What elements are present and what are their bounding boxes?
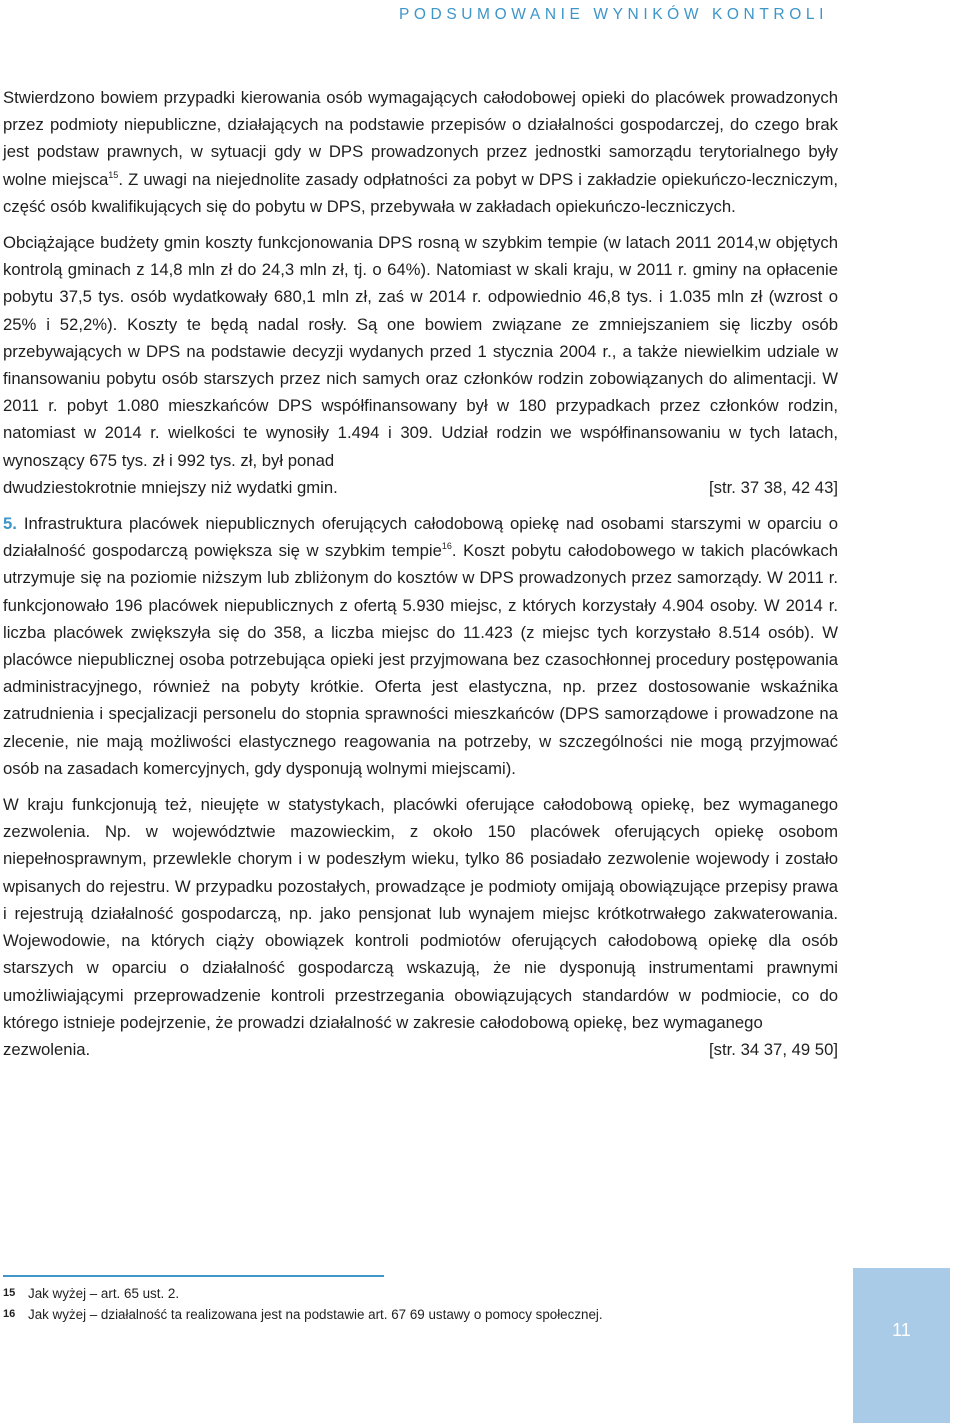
section-number: 5. — [3, 514, 17, 534]
paragraph-4-last-line: zezwolenia. [str. 34 37, 49 50] — [3, 1036, 838, 1063]
paragraph-4: W kraju funkcjonują też, nieujęte w statystykach, placówki oferujące całodobową opiekę, bez wymaganego zezwolenia. Np. w województwie mazowieckim, z około 150 placówek oferujących opiekę osobom niepełnosprawnym, przewlekle chorym i w podeszłym wieku, tylko 86 posiadało zezwolenie wojewody i zostało wpisanych do rejestru. W przypadku pozostałych, prowadzące je podmioty omijają obowiązujące przepisy prawa i rejestrują działalność gospodarczą, np. jako pensjonat lub wynajem miejsc krótkotrwałego zakwaterowania. Wojewodowie, na których ciąży obowiązek kontroli podmiotów oferujących całodobową opiekę dla osób starszych w oparciu o działalność gospodarczą wskazują, że nie dysponują instrumentami prawnymi umożliwiającymi przeprowadzenie kontroli przestrzegania obowiązujących standardów w podmiocie, co do którego istnieje podejrzenie, że prowadzi działalność w zakresie całodobową opiekę, bez wymaganego zezwolenia. [str. 34 37, 49 50] — [3, 791, 838, 1063]
running-header: PODSUMOWANIE WYNIKÓW KONTROLI — [398, 6, 828, 23]
paragraph-3: 5. Infrastruktura placówek niepublicznych oferujących całodobową opiekę nad osobami starszymi w oparciu o działalność gospodarczą powiększa się w szybkim tempie$^{16}$. Koszt pobytu całodobowego w takich placówkach utrzymuje się na poziomie niższym lub zbliżonym do kosztów w DPS prowadzonych przez samorządy. W 2011 r. funkcjonowało 196 placówek niepublicznych z ofertą 5.930 miejsc, z których korzystały 4.904 osoby. W 2014 r. liczba placówek zwiększyła się do 358, a liczba miejsc do 11.423 (z miejsc tych korzystało 8.514 osób). W placówce niepublicznej osoba potrzebująca opieki jest przyjmowana bez czasochłonnej procedury postępowania administracyjnego, również na pobyty krótkie. Oferta jest elastyczna, np. przez dostosowanie wskaźnika zatrudnienia i specjalizacji personelu do stopnia sprawności mieszkańców (DPS samorządowe i prowadzone na zlecenie, nie mają możliwości elastycznego reagowania na potrzeby, w szczególności nie mogą przyjmować osób na zasadach komercyjnych, gdy dysponują wolnymi miejscami). — [3, 514, 839, 778]
body-text — [3, 84, 838, 1063]
footnote-ref-16[interactable]: 16 — [441, 541, 452, 552]
footnote-16: 16 Jak wyżej – działalność ta realizowana jest na podstawie art. 67 69 ustawy o pomocy społecznej. — [3, 1307, 603, 1322]
footnote-ref-15[interactable]: 15 — [108, 169, 119, 180]
footnote-divider — [3, 1275, 384, 1277]
page-number-tab — [853, 1268, 950, 1423]
paragraph-2: Obciążające budżety gmin koszty funkcjonowania DPS rosną w szybkim tempie (w latach 2011 2014,w objętych kontrolą gminach z 14,8 mln zł do 24,3 mln zł, tj. o 64%). Natomiast w skali kraju, w 2011 r. gminy na opłacenie pobytu 37,5 tys. osób wydatkowały 680,1 mln zł, zaś w 2014 r. odpowiednio 46,8 tys. i 1.035 mln zł (wzrost o 25% i 52,2%). Koszty te będą nadal rosły. Są one bowiem związane ze zmniejszaniem się liczby osób przebywających w DPS na podstawie decyzji wydanych przed 1 stycznia 2004 r., a także niewielkim udziale w finansowaniu pobytu osób starszych przez nich samych oraz członków rodzin zobowiązanych do alimentacji. W 2011 r. pobyt 1.080 mieszkańców DPS współfinansowany był w 180 przypadkach przez członków rodzin, natomiast w 2014 r. wielkości te wynosiły 1.494 i 309. Udział rodzin we współfinansowaniu w tych latach, wynoszący 675 tys. zł i 992 tys. zł, był ponad dwudziestokrotnie mniejszy niż wydatki gmin. [str. 37 38, 42 43] — [3, 229, 838, 501]
footnote-15: 15 Jak wyżej – art. 65 ust. 2. — [3, 1286, 180, 1301]
paragraph-1: Stwierdzono bowiem przypadki kierowania osób wymagających całodobowej opieki do placówek prowadzonych przez podmioty niepubliczne, działających na podstawie przepisów o działalności gospodarczej, do czego brak jest podstaw prawnych, w sytuacji gdy w DPS prowadzonych przez jednostki samorządu terytorialnego były wolne miejsca$^{15}$. Z uwagi na niejednolite zasady odpłatności za pobyt w DPS i zakładzie opiekuńczo-leczniczym, część osób kwalifikujących się do pobytu w DPS, przebywała w zakładach opiekuńczo-leczniczych. — [3, 88, 838, 216]
page-reference: [str. 34 37, 49 50] — [709, 1039, 838, 1059]
page-reference: [str. 37 38, 42 43] — [709, 477, 838, 497]
footnotes — [3, 1283, 823, 1325]
page-number: 11 — [892, 1320, 911, 1340]
paragraph-2-last-line: dwudziestokrotnie mniejszy niż wydatki gmin. [str. 37 38, 42 43] — [3, 474, 838, 501]
